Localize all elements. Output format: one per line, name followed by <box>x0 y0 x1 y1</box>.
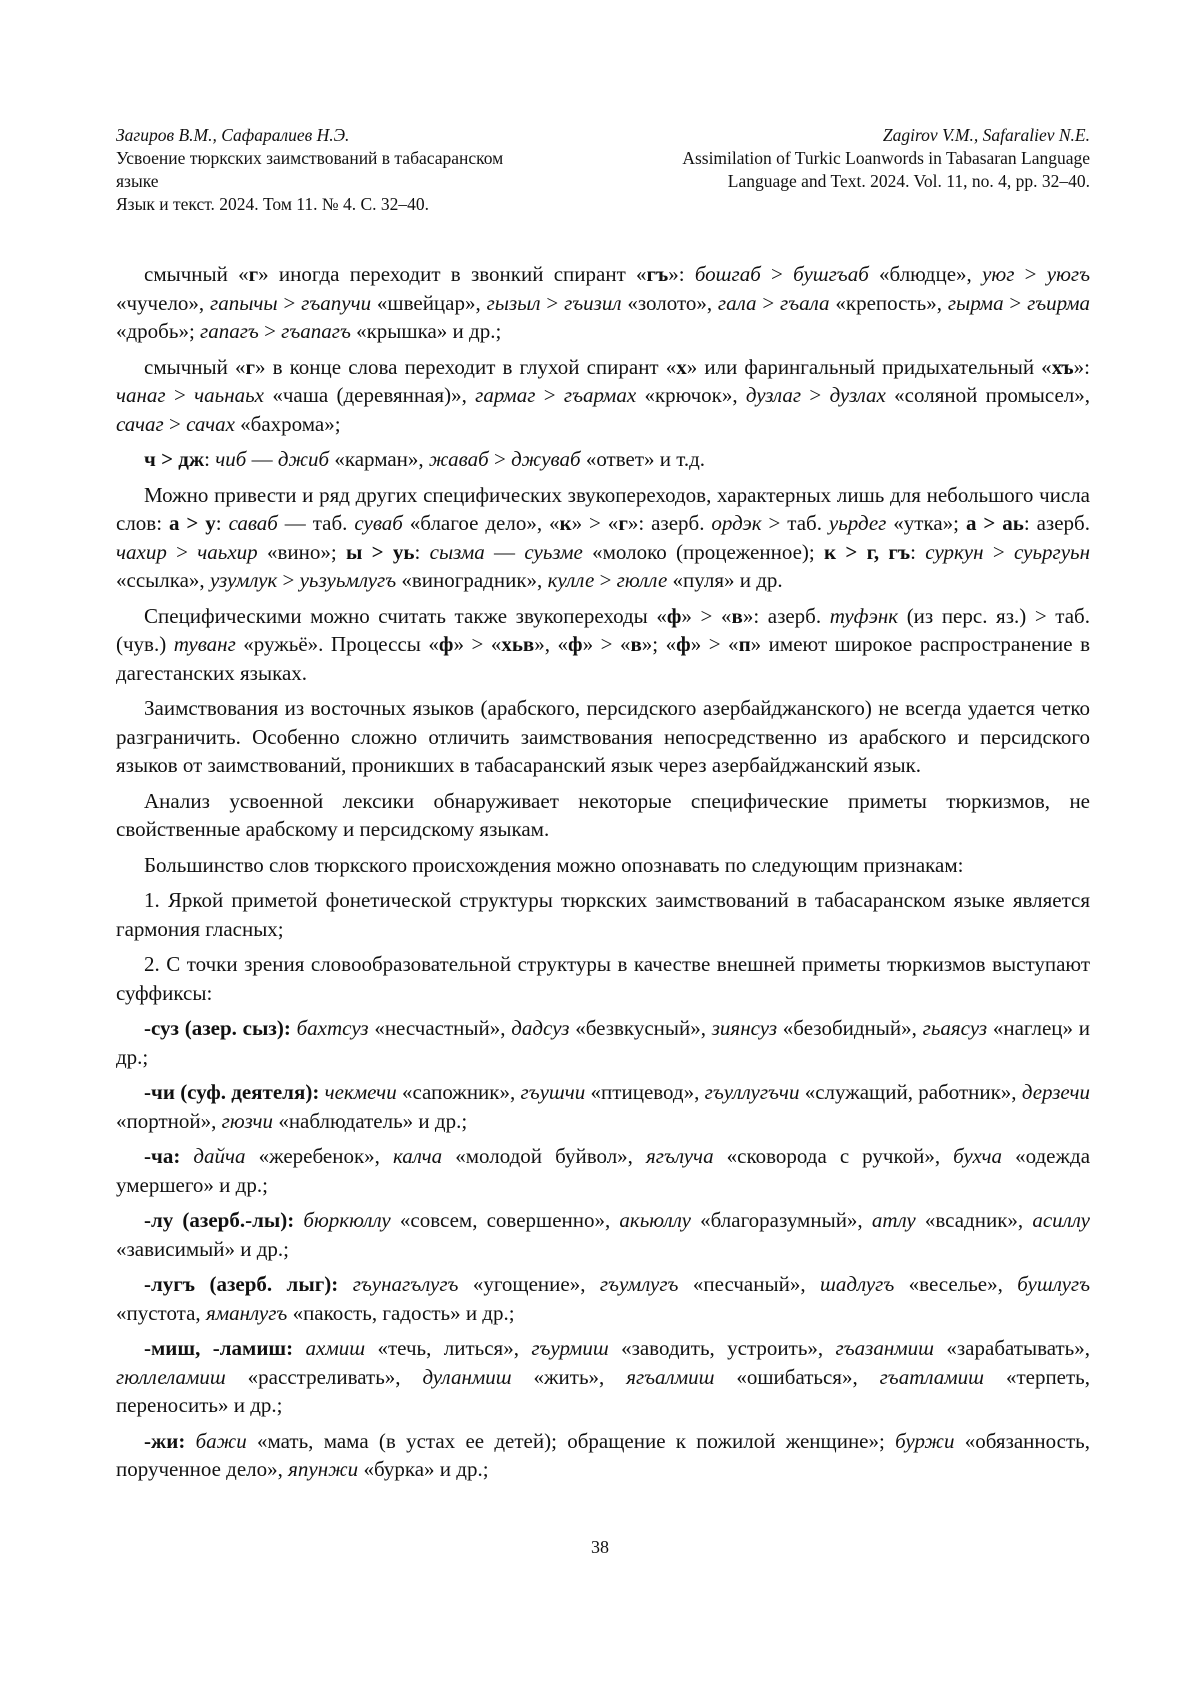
text-run: »: <box>1073 354 1090 379</box>
italic-word: чаьхир <box>197 539 258 564</box>
text-run: «бахрома»; <box>234 411 341 436</box>
italic-word: гъатламиш <box>879 1364 985 1389</box>
italic-word: дузлах <box>829 383 886 407</box>
italic-word: гармаг <box>475 383 536 407</box>
italic-word: ягъалмиш <box>626 1364 715 1389</box>
bold-term: ч > дж <box>144 447 205 471</box>
text-run <box>293 1336 305 1360</box>
italic-word: асиллу <box>1032 1208 1090 1232</box>
bold-term: п <box>738 632 751 656</box>
italic-word: ордэк <box>711 511 762 535</box>
text-run: «чучело», <box>116 290 210 315</box>
text-run: » > « <box>690 632 739 656</box>
italic-word: гъунагълугъ <box>352 1272 459 1296</box>
text-run: > <box>1014 262 1047 286</box>
bold-term: -лу (азерб.-лы): <box>144 1208 295 1232</box>
header-right-citation: Language and Text. 2024. Vol. 11, no. 4, pp. 32–40. <box>727 171 1090 191</box>
text-run: «дробь»; <box>116 319 201 343</box>
text-run: «соляной промысел», <box>885 383 1091 407</box>
italic-word: туванг <box>173 632 236 656</box>
text-run: «благое дело», « <box>402 511 560 535</box>
text-run: » > « <box>582 632 631 656</box>
text-run: «наглец» и др.; <box>116 1016 1090 1069</box>
text-run: «обязанность, порученное дело», <box>116 1428 1091 1481</box>
text-run: «чаша (деревянная)», <box>264 383 476 407</box>
bold-term: -миш, -ламиш: <box>144 1336 294 1360</box>
italic-word: зиянсуз <box>711 1016 778 1040</box>
italic-word: гала <box>717 290 757 315</box>
italic-word: калча <box>392 1144 443 1168</box>
text-run: Большинство слов тюркского происхождения можно опознавать по следующим признакам: <box>144 852 964 877</box>
paragraph <box>116 445 1090 474</box>
italic-word: чиб <box>215 447 247 471</box>
bold-term: хьв <box>501 632 535 656</box>
italic-word: сачах <box>186 411 235 436</box>
bold-term: гъ <box>646 262 669 286</box>
bold-term: ы > уь <box>345 539 415 564</box>
italic-word: бошгаб <box>694 262 761 286</box>
text-run: «течь, литься», <box>365 1336 532 1360</box>
header-left <box>116 124 586 216</box>
text-run: > <box>540 290 565 315</box>
italic-word: чахир <box>116 539 167 564</box>
bold-term: г <box>245 354 256 379</box>
paragraph <box>116 1014 1090 1071</box>
text-run <box>338 1272 352 1296</box>
text-run: «ошибаться», <box>714 1364 880 1389</box>
text-run: Заимствования из восточных языков (арабского, персидского азербайджанского) не всегда удается четко разграничить. Особенно сложно отличить заимствования непосредственно из арабского и персидского языков от заимствований, проникших в табасаранский язык через азербайджанский язык. <box>116 696 1090 777</box>
italic-word: сызма <box>429 539 485 564</box>
text-run: > <box>488 447 512 471</box>
italic-word: ягълуча <box>646 1144 714 1168</box>
paragraph <box>116 851 1090 880</box>
header-right-authors: Zagirov V.M., Safaraliev N.E. <box>882 125 1090 145</box>
italic-word: гъушчи <box>520 1080 586 1104</box>
text-run: »: <box>668 262 695 286</box>
text-run: «молодой буйвол», <box>442 1144 646 1168</box>
italic-word: гъапучи <box>301 290 372 315</box>
text-run: Специфическими можно считать также звукопереходы « <box>144 603 667 628</box>
text-run: «золото», <box>621 290 718 315</box>
article-body <box>116 260 1090 1491</box>
paragraph <box>116 1142 1090 1199</box>
italic-word: бухча <box>953 1144 1003 1168</box>
italic-word: суваб <box>354 511 403 535</box>
text-run: «мать, мама (в устах ее детей); обращение к пожилой женщине»; <box>246 1428 896 1453</box>
text-run: «крышка» и др.; <box>350 319 502 343</box>
text-run: «пакость, гадость» и др.; <box>287 1300 515 1325</box>
text-run: » > « <box>453 632 502 656</box>
bold-term: х <box>676 354 687 379</box>
text-run: «угощение», <box>458 1272 600 1296</box>
text-run: > <box>258 319 282 343</box>
text-run: «блюдце», <box>868 262 983 286</box>
text-run: » иногда переходит в звонкий спирант « <box>258 262 647 286</box>
text-run: «одежда умершего» и др.; <box>116 1144 1091 1197</box>
text-run: »: азерб. <box>627 511 712 535</box>
text-run: «карман», <box>329 447 429 471</box>
header-left-authors: Загиров В.М., Сафаралиев Н.Э. <box>116 125 350 145</box>
bold-term: -чи (суф. деятеля): <box>144 1080 320 1104</box>
paragraph <box>116 1427 1090 1484</box>
text-run: > <box>594 568 617 592</box>
bold-term: ф <box>676 632 691 656</box>
text-run: «расстреливать», <box>225 1364 423 1389</box>
text-run: > <box>165 383 195 407</box>
paragraph <box>116 1206 1090 1263</box>
italic-word: сачаг <box>116 411 164 436</box>
text-run <box>180 1144 193 1168</box>
italic-word: гъуллугъчи <box>704 1080 800 1104</box>
paragraph <box>116 1334 1090 1420</box>
text-run: » имеют широкое распространение в дагестанских языках. <box>116 632 1091 685</box>
italic-word: уюгъ <box>1046 262 1090 286</box>
text-run: : <box>910 539 926 564</box>
text-run: — <box>484 539 525 564</box>
text-run: «песчаный», <box>678 1272 820 1296</box>
bold-term: хъ <box>1051 354 1074 379</box>
paragraph <box>116 353 1090 439</box>
text-run: »: азерб. <box>742 603 830 628</box>
italic-word: жаваб <box>428 447 489 471</box>
bold-term: в <box>630 632 642 656</box>
italic-word: бюркюллу <box>303 1208 391 1232</box>
text-run: «птицевод», <box>585 1080 705 1104</box>
page-number: 38 <box>591 1537 609 1557</box>
text-run: > <box>983 539 1014 564</box>
italic-word: гапагъ <box>200 319 259 343</box>
bold-term: а > у <box>168 511 216 535</box>
italic-word: суркун <box>925 539 984 564</box>
bold-term: -ча: <box>144 1144 181 1168</box>
italic-word: гапычы <box>210 290 278 315</box>
italic-word: уьзуьмлугъ <box>299 568 397 592</box>
text-run: : <box>204 447 216 471</box>
text-run: «зарабатывать», <box>934 1336 1090 1360</box>
text-run: «безвкусный», <box>569 1016 712 1040</box>
italic-word: япунжи <box>288 1457 359 1481</box>
text-run: — таб. <box>277 511 355 535</box>
text-run: «зависимый» и др.; <box>116 1236 289 1261</box>
italic-word: гъапагъ <box>281 319 351 343</box>
text-run: «ответ» и т.д. <box>580 447 706 471</box>
text-run: », « <box>534 632 569 656</box>
text-run: «благоразумный», <box>690 1208 872 1232</box>
text-run: «жить», <box>511 1364 627 1389</box>
italic-word: гъурмиш <box>531 1336 609 1360</box>
header-left-title-line1: Усвоение тюркских заимствований в табасаранском <box>116 148 504 168</box>
bold-term: к > г, гъ <box>824 539 911 564</box>
text-run: > <box>277 568 300 592</box>
italic-word: кулле <box>547 568 595 592</box>
text-run: — <box>246 447 278 471</box>
italic-word: чанаг <box>116 383 166 407</box>
italic-word: яманлугъ <box>205 1300 288 1325</box>
paragraph <box>116 1078 1090 1135</box>
text-run: > <box>756 290 781 315</box>
text-run: «сковорода с ручкой», <box>713 1144 954 1168</box>
text-run: > <box>163 411 187 436</box>
text-run: «пуля» и др. <box>667 568 783 592</box>
text-run: «молоко (процеженное); <box>582 539 825 564</box>
text-run: > таб. <box>761 511 829 535</box>
paragraph <box>116 260 1090 346</box>
text-run: «служащий, работник», <box>799 1080 1022 1104</box>
italic-word: чаьнаьх <box>194 383 264 407</box>
text-run: «наблюдатель» и др.; <box>273 1108 468 1133</box>
text-run: 2. С точки зрения словообразовательной структуры в качестве внешней приметы тюркизмов выступают суффиксы: <box>116 952 1090 1005</box>
italic-word: дайча <box>193 1144 246 1168</box>
italic-word: буржи <box>895 1428 955 1453</box>
italic-word: саваб <box>228 511 278 535</box>
text-run: > <box>1003 290 1028 315</box>
text-run: > <box>760 262 794 286</box>
paragraph <box>116 694 1090 780</box>
text-run: «утка»; <box>886 511 966 535</box>
text-run: «веселье», <box>894 1272 1018 1296</box>
text-run: > <box>166 539 198 564</box>
italic-word: узумлук <box>209 568 278 592</box>
text-run: «ссылка», <box>116 568 210 592</box>
italic-word: гызыл <box>486 290 541 315</box>
text-run: «всадник», <box>915 1208 1033 1232</box>
text-run: Можно привести и ряд других специфических звукопереходов, характерных лишь для небольшого числа слов: <box>116 482 1090 535</box>
text-run: «крючок», <box>636 383 746 407</box>
italic-word: бушлугъ <box>1017 1272 1091 1296</box>
italic-word: уюг <box>982 262 1015 286</box>
header-right <box>600 124 1090 193</box>
italic-word: джуваб <box>511 447 581 471</box>
text-run <box>185 1429 195 1453</box>
paragraph <box>116 481 1090 595</box>
italic-word: гюлле <box>616 568 668 592</box>
bold-term: в <box>731 603 743 628</box>
italic-word: чекмечи <box>324 1080 397 1104</box>
paragraph <box>116 886 1090 943</box>
italic-word: бажи <box>195 1428 247 1453</box>
text-run: «ружьё». Процессы « <box>235 632 439 656</box>
text-run: «виноградник», <box>396 568 548 592</box>
text-run: Анализ усвоенной лексики обнаруживает некоторые специфические приметы тюркизмов, не свойственные арабскому и персидскому языкам. <box>116 788 1090 841</box>
text-run: смычный « <box>144 354 246 379</box>
italic-word: дерзечи <box>1021 1080 1090 1104</box>
italic-word: гюллеламиш <box>116 1364 226 1389</box>
bold-term: -лугъ (азерб. лыг): <box>144 1272 339 1296</box>
italic-word: джиб <box>277 447 330 471</box>
italic-word: гъизил <box>564 290 622 315</box>
italic-word: туфэнк <box>829 603 899 628</box>
text-run: «терпеть, переносить» и др.; <box>116 1364 1091 1417</box>
text-run: «жеребенок», <box>245 1144 393 1168</box>
text-run: «безобидный», <box>777 1016 923 1040</box>
text-run: : <box>215 511 229 535</box>
italic-word: ахмиш <box>305 1336 366 1360</box>
text-run: »; « <box>641 632 677 656</box>
text-run: смычный « <box>144 262 249 286</box>
bold-term: ф <box>438 632 454 656</box>
text-run: «сапожник», <box>396 1080 521 1104</box>
text-run: : азерб. <box>1023 511 1090 535</box>
header-right-title: Assimilation of Turkic Loanwords in Tabasaran Language <box>682 148 1090 168</box>
italic-word: уьрдег <box>828 511 887 535</box>
text-run: «портной», <box>116 1108 222 1133</box>
bold-term: ф <box>666 603 682 628</box>
text-run: «совсем, совершенно», <box>390 1208 620 1232</box>
bold-term: а > аь <box>965 511 1024 535</box>
text-run: » в конце слова переходит в глухой спирант « <box>255 354 677 379</box>
italic-word: суьргуьн <box>1013 539 1091 564</box>
italic-word: гъумлугъ <box>599 1272 679 1296</box>
paragraph <box>116 950 1090 1007</box>
text-run: «вино»; <box>257 539 346 564</box>
italic-word: гьаясуз <box>922 1016 988 1040</box>
italic-word: атлу <box>871 1208 916 1232</box>
italic-word: бахтсуз <box>296 1016 369 1040</box>
italic-word: гъармах <box>563 383 637 407</box>
paragraph <box>116 787 1090 844</box>
header-left-title-line2: языке <box>116 171 159 191</box>
text-run: 1. Яркой приметой фонетической структуры тюркских заимствований в табасаранском языке является гармония гласных; <box>116 888 1090 941</box>
italic-word: дуланмиш <box>422 1364 512 1389</box>
italic-word: гъирма <box>1027 290 1091 315</box>
text-run: » > « <box>681 603 732 628</box>
italic-word: шадлугъ <box>819 1272 895 1296</box>
text-run: > <box>535 383 564 407</box>
italic-word: суьзме <box>524 539 583 564</box>
paragraph <box>116 1270 1090 1327</box>
italic-word: гъазанмиш <box>835 1336 934 1360</box>
bold-term: -жи: <box>144 1428 186 1453</box>
text-run: «швейцар», <box>371 290 487 315</box>
bold-term: г <box>618 511 628 535</box>
text-run: «пустота, <box>116 1300 206 1325</box>
text-run: » > « <box>571 511 619 535</box>
italic-word: бушгъаб <box>793 262 869 286</box>
header-left-citation: Язык и текст. 2024. Том 11. № 4. С. 32–40. <box>116 194 430 214</box>
italic-word: дузлаг <box>745 383 802 407</box>
text-run: > <box>801 383 830 407</box>
bold-term: к <box>559 511 572 535</box>
bold-term: -суз (азер. сыз): <box>144 1016 291 1040</box>
text-run: «несчастный», <box>368 1016 512 1040</box>
italic-word: гырма <box>947 290 1004 315</box>
bold-term: г <box>248 262 259 286</box>
paragraph <box>116 602 1090 688</box>
italic-word: дадсуз <box>511 1016 570 1040</box>
text-run: «крепость», <box>829 290 948 315</box>
italic-word: гюзчи <box>221 1108 274 1133</box>
text-run: » или фарингальный придыхательный « <box>686 354 1052 379</box>
text-run: «бурка» и др.; <box>358 1457 489 1481</box>
text-run: (из перс. яз.) > таб. (чув.) <box>116 603 1090 656</box>
text-run: > <box>277 290 302 315</box>
text-run: : <box>414 539 430 564</box>
italic-word: акьюллу <box>619 1208 691 1232</box>
bold-term: ф <box>568 632 583 656</box>
italic-word: гъала <box>780 290 830 315</box>
text-run: «заводить, устроить», <box>608 1336 836 1360</box>
